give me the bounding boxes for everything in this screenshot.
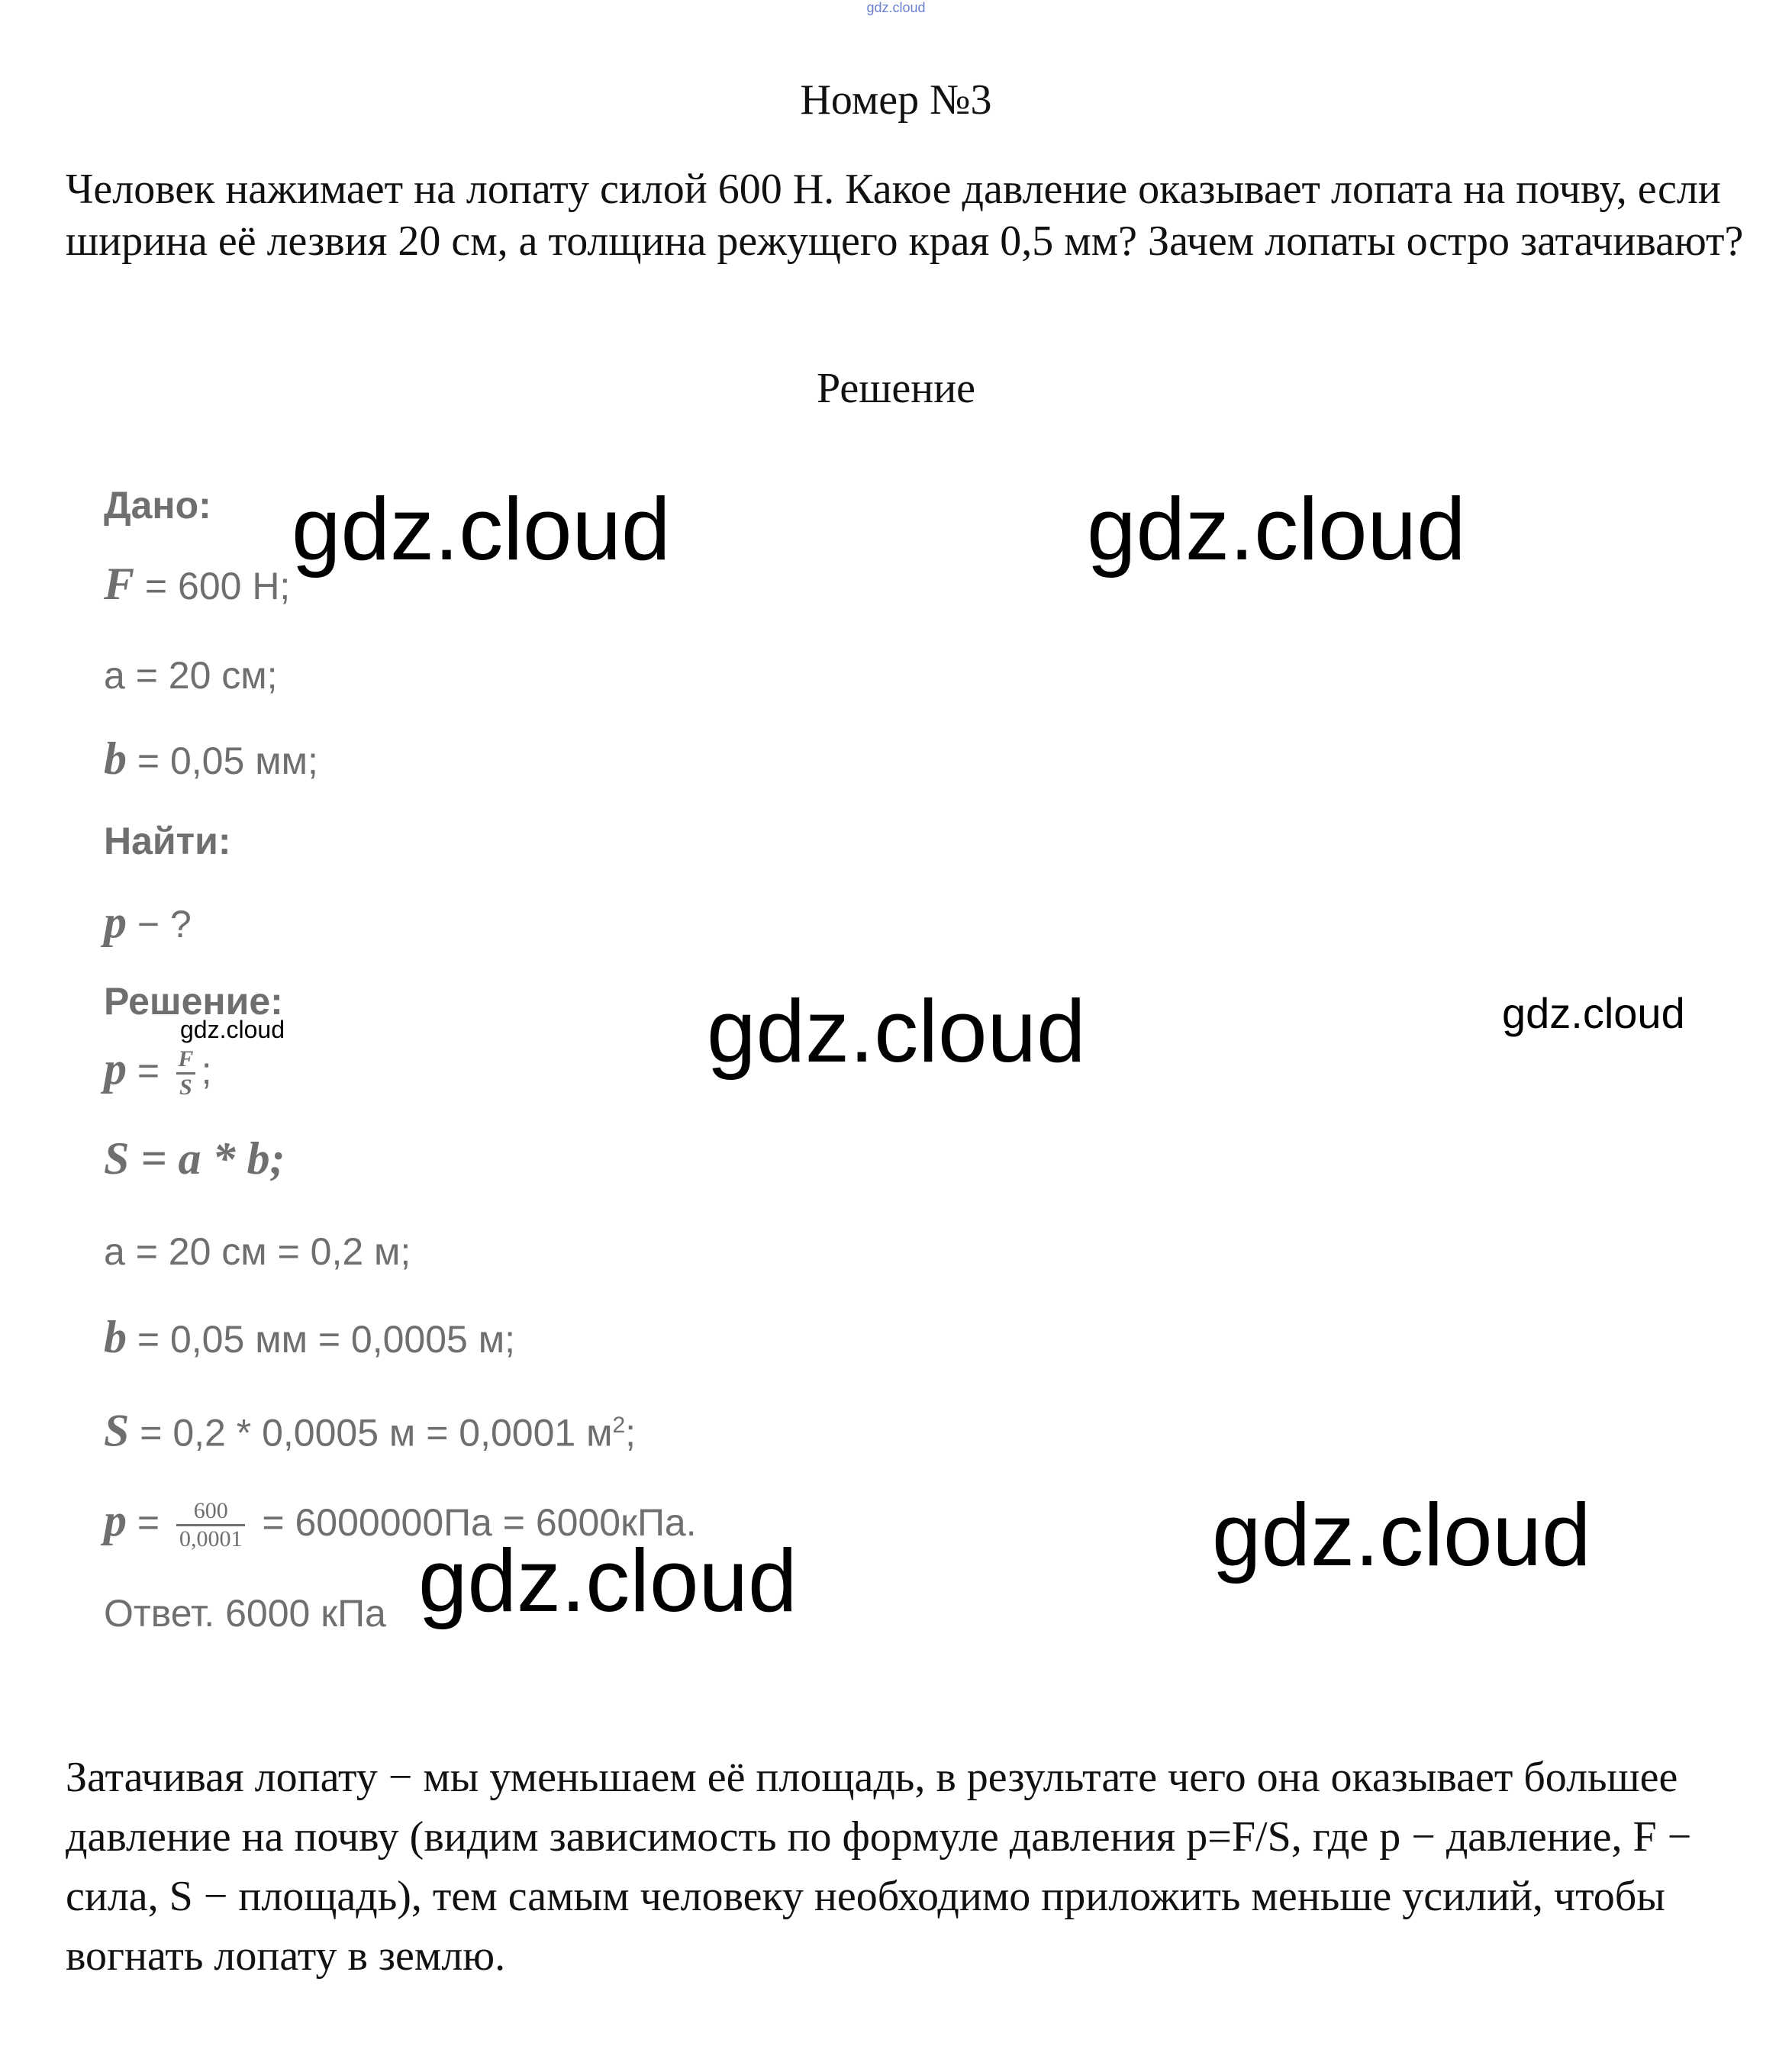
pressure-calc-denominator: 0,0001 [176,1524,246,1552]
watermark-1: gdz.cloud [292,479,671,578]
area-calc-rest: = 0,2 * 0,0005 м = 0,0001 м [129,1411,613,1455]
area-calc-end: ; [625,1411,637,1455]
find-label: Найти: [104,820,231,862]
pressure-calc-rest: = 6000000Па = 6000кПа. [251,1501,697,1544]
find-pressure-rest: − ? [127,903,192,946]
pressure-calc-eq: = [127,1501,170,1544]
formula-area-text: S = a * b; [104,1133,285,1184]
page-title: Номер №3 [800,76,992,124]
convert-thickness [104,1314,515,1362]
watermark-2: gdz.cloud [1087,479,1466,578]
convert-width: a = 20 см = 0,2 м; [104,1230,411,1273]
given-force-value: = 600 Н; [134,565,291,607]
area-calc-var: S [104,1405,130,1456]
given-force-var: F [104,559,135,609]
given-force [104,561,290,609]
convert-thickness-rest: = 0,05 мм = 0,0005 м; [127,1318,516,1361]
pressure-calc-fraction [176,1498,246,1552]
pressure-calc-var: p [104,1495,127,1545]
formula-area [104,1133,285,1184]
formula-pressure [104,1043,212,1100]
watermark-4: gdz.cloud [1502,989,1685,1037]
watermark-6: gdz.cloud [1212,1485,1591,1584]
given-width: a = 20 см; [104,654,278,697]
watermark-5: gdz.cloud [180,1016,285,1043]
given-thickness-value: = 0,05 мм; [127,740,318,782]
answer-line: Ответ. 6000 кПа [104,1592,386,1635]
explanation-paragraph: Затачивая лопату − мы уменьшаем её площадь, в результате чего она оказывает большее давление на почву (видим зависимость по формуле давления p=F/S, где p − давление, F − сила, S − площадь), тем самым человеку необходимо приложить меньше усилий, чтобы вогнать лопату в землю. [66,1754,1692,1980]
given-label: Дано: [104,484,211,527]
given-thickness-var: b [104,733,127,784]
formula-pressure-denominator: S [176,1072,195,1100]
find-pressure-var: p [104,897,127,947]
watermark-7: gdz.cloud [418,1531,798,1630]
top-watermark: gdz.cloud [866,0,926,15]
area-calc-exponent: 2 [612,1413,626,1438]
formula-pressure-numerator: F [178,1046,194,1072]
pressure-calc-numerator: 600 [193,1498,228,1524]
given-thickness [104,733,318,784]
formula-pressure-end: ; [201,1049,212,1092]
formula-pressure-var: p [104,1043,127,1094]
area-calc [104,1403,636,1456]
formula-pressure-fraction [176,1046,195,1100]
solution-label: Решение: [104,980,283,1023]
formula-pressure-eq: = [127,1049,170,1092]
convert-thickness-var: b [104,1312,127,1362]
problem-statement: Человек нажимает на лопату силой 600 Н. Какое давление оказывает лопата на почву, если ширина её лезвия 20 см, а толщина режущего края 0,5 мм? Зачем лопаты остро затачивают? [66,166,1744,265]
solution-heading: Решение [816,365,976,412]
watermark-3: gdz.cloud [707,981,1086,1081]
find-pressure [104,899,192,947]
